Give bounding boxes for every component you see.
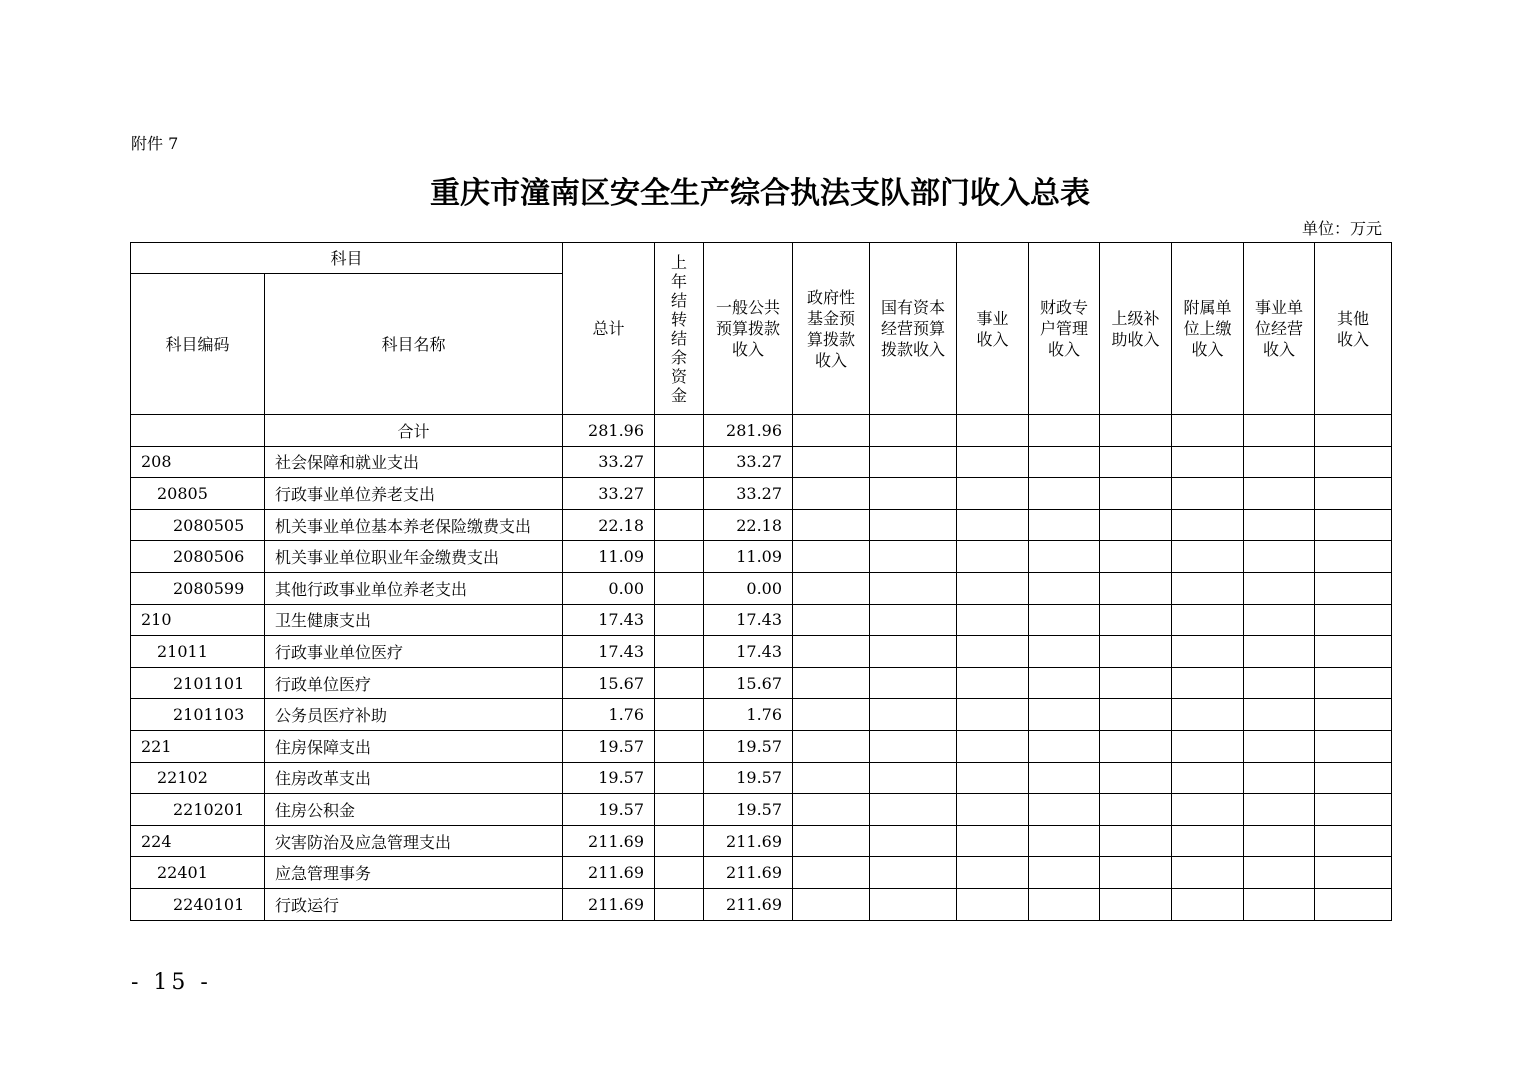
cell-general-budget: 19.57 xyxy=(704,730,793,762)
cell-carryover xyxy=(655,572,704,604)
cell-total: 0.00 xyxy=(563,572,655,604)
cell-fiscal-account xyxy=(1029,415,1100,447)
header-total: 总计 xyxy=(563,243,655,415)
cell-fiscal-account xyxy=(1029,667,1100,699)
table-row xyxy=(131,825,1392,857)
cell-affiliated-payment xyxy=(1172,541,1244,573)
cell-fiscal-account xyxy=(1029,604,1100,636)
cell-code: 2101103 xyxy=(131,699,265,731)
cell-gov-fund xyxy=(793,636,870,668)
cell-gov-fund xyxy=(793,730,870,762)
cell-business-income xyxy=(957,667,1029,699)
cell-other-income xyxy=(1315,446,1392,478)
cell-code: 2240101 xyxy=(131,888,265,920)
cell-gov-fund xyxy=(793,415,870,447)
cell-other-income xyxy=(1315,667,1392,699)
table-row xyxy=(131,857,1392,889)
cell-business-operation xyxy=(1244,699,1315,731)
cell-total: 211.69 xyxy=(563,888,655,920)
cell-fiscal-account xyxy=(1029,572,1100,604)
cell-fiscal-account xyxy=(1029,825,1100,857)
cell-general-budget: 17.43 xyxy=(704,636,793,668)
table-row xyxy=(131,478,1392,510)
cell-name: 行政事业单位医疗 xyxy=(265,636,563,668)
header-subject: 科目 xyxy=(131,243,563,274)
header-superior-subsidy: 上级补助收入 xyxy=(1100,243,1172,415)
cell-business-operation xyxy=(1244,667,1315,699)
cell-name: 卫生健康支出 xyxy=(265,604,563,636)
table-row xyxy=(131,667,1392,699)
table-row xyxy=(131,699,1392,731)
cell-fiscal-account xyxy=(1029,857,1100,889)
cell-carryover xyxy=(655,825,704,857)
header-general-budget: 一般公共预算拨款收入 xyxy=(704,243,793,415)
cell-other-income xyxy=(1315,415,1392,447)
cell-name: 社会保障和就业支出 xyxy=(265,446,563,478)
cell-fiscal-account xyxy=(1029,446,1100,478)
cell-gov-fund xyxy=(793,509,870,541)
header-business-income: 事业收入 xyxy=(957,243,1029,415)
cell-code: 2080599 xyxy=(131,572,265,604)
cell-fiscal-account xyxy=(1029,762,1100,794)
cell-code: 208 xyxy=(131,446,265,478)
cell-business-income xyxy=(957,478,1029,510)
cell-state-capital xyxy=(870,667,957,699)
cell-other-income xyxy=(1315,730,1392,762)
cell-other-income xyxy=(1315,604,1392,636)
cell-business-operation xyxy=(1244,762,1315,794)
cell-superior-subsidy xyxy=(1100,699,1172,731)
cell-gov-fund xyxy=(793,825,870,857)
cell-business-operation xyxy=(1244,446,1315,478)
cell-business-operation xyxy=(1244,478,1315,510)
cell-superior-subsidy xyxy=(1100,604,1172,636)
cell-general-budget: 11.09 xyxy=(704,541,793,573)
cell-superior-subsidy xyxy=(1100,541,1172,573)
cell-code: 22102 xyxy=(131,762,265,794)
cell-affiliated-payment xyxy=(1172,572,1244,604)
cell-state-capital xyxy=(870,825,957,857)
cell-affiliated-payment xyxy=(1172,415,1244,447)
unit-label: 单位：万元 xyxy=(1301,219,1382,238)
cell-name: 机关事业单位职业年金缴费支出 xyxy=(265,541,563,573)
cell-gov-fund xyxy=(793,888,870,920)
cell-business-operation xyxy=(1244,636,1315,668)
cell-affiliated-payment xyxy=(1172,888,1244,920)
cell-code: 221 xyxy=(131,730,265,762)
cell-business-operation xyxy=(1244,825,1315,857)
cell-business-operation xyxy=(1244,730,1315,762)
cell-gov-fund xyxy=(793,667,870,699)
page-title: 重庆市潼南区安全生产综合执法支队部门收入总表 xyxy=(430,176,1090,211)
cell-superior-subsidy xyxy=(1100,636,1172,668)
cell-affiliated-payment xyxy=(1172,446,1244,478)
cell-business-income xyxy=(957,604,1029,636)
cell-business-operation xyxy=(1244,857,1315,889)
cell-other-income xyxy=(1315,509,1392,541)
cell-other-income xyxy=(1315,825,1392,857)
cell-business-operation xyxy=(1244,604,1315,636)
cell-fiscal-account xyxy=(1029,730,1100,762)
table-row xyxy=(131,541,1392,573)
table-row xyxy=(131,446,1392,478)
cell-state-capital xyxy=(870,730,957,762)
header-gov-fund: 政府性基金预算拨款收入 xyxy=(793,243,870,415)
cell-affiliated-payment xyxy=(1172,730,1244,762)
cell-business-operation xyxy=(1244,509,1315,541)
cell-fiscal-account xyxy=(1029,509,1100,541)
cell-business-income xyxy=(957,762,1029,794)
cell-code: 21011 xyxy=(131,636,265,668)
cell-state-capital xyxy=(870,888,957,920)
cell-state-capital xyxy=(870,478,957,510)
cell-general-budget: 22.18 xyxy=(704,509,793,541)
cell-carryover xyxy=(655,446,704,478)
table-row xyxy=(131,509,1392,541)
cell-gov-fund xyxy=(793,572,870,604)
cell-gov-fund xyxy=(793,762,870,794)
cell-gov-fund xyxy=(793,478,870,510)
income-summary-table xyxy=(130,242,1392,921)
cell-affiliated-payment xyxy=(1172,604,1244,636)
cell-superior-subsidy xyxy=(1100,478,1172,510)
cell-affiliated-payment xyxy=(1172,509,1244,541)
cell-business-operation xyxy=(1244,541,1315,573)
cell-total: 15.67 xyxy=(563,667,655,699)
cell-code xyxy=(131,415,265,447)
cell-gov-fund xyxy=(793,857,870,889)
cell-general-budget: 33.27 xyxy=(704,478,793,510)
table-row xyxy=(131,572,1392,604)
cell-fiscal-account xyxy=(1029,699,1100,731)
cell-affiliated-payment xyxy=(1172,762,1244,794)
cell-total: 33.27 xyxy=(563,446,655,478)
cell-state-capital xyxy=(870,446,957,478)
cell-total: 11.09 xyxy=(563,541,655,573)
cell-name: 其他行政事业单位养老支出 xyxy=(265,572,563,604)
cell-general-budget: 19.57 xyxy=(704,762,793,794)
cell-carryover xyxy=(655,762,704,794)
cell-code: 22401 xyxy=(131,857,265,889)
cell-affiliated-payment xyxy=(1172,636,1244,668)
cell-general-budget: 211.69 xyxy=(704,857,793,889)
cell-other-income xyxy=(1315,572,1392,604)
cell-carryover xyxy=(655,794,704,826)
cell-name: 灾害防治及应急管理支出 xyxy=(265,825,563,857)
cell-affiliated-payment xyxy=(1172,478,1244,510)
cell-carryover xyxy=(655,699,704,731)
cell-general-budget: 211.69 xyxy=(704,888,793,920)
header-other-income: 其他收入 xyxy=(1315,243,1392,415)
table-row xyxy=(131,888,1392,920)
cell-affiliated-payment xyxy=(1172,825,1244,857)
cell-other-income xyxy=(1315,541,1392,573)
cell-code: 2080506 xyxy=(131,541,265,573)
table-row xyxy=(131,794,1392,826)
cell-superior-subsidy xyxy=(1100,667,1172,699)
cell-business-income xyxy=(957,857,1029,889)
cell-total: 19.57 xyxy=(563,762,655,794)
cell-state-capital xyxy=(870,699,957,731)
header-fiscal-account: 财政专户管理收入 xyxy=(1029,243,1100,415)
cell-total: 17.43 xyxy=(563,604,655,636)
cell-business-income xyxy=(957,572,1029,604)
cell-code: 210 xyxy=(131,604,265,636)
cell-carryover xyxy=(655,730,704,762)
cell-carryover xyxy=(655,478,704,510)
cell-business-operation xyxy=(1244,572,1315,604)
table-row xyxy=(131,415,1392,447)
cell-total: 22.18 xyxy=(563,509,655,541)
cell-general-budget: 211.69 xyxy=(704,825,793,857)
table-row xyxy=(131,730,1392,762)
cell-business-income xyxy=(957,825,1029,857)
cell-total: 33.27 xyxy=(563,478,655,510)
cell-fiscal-account xyxy=(1029,794,1100,826)
cell-other-income xyxy=(1315,794,1392,826)
cell-fiscal-account xyxy=(1029,888,1100,920)
cell-business-income xyxy=(957,446,1029,478)
header-name: 科目名称 xyxy=(265,274,563,415)
table-row xyxy=(131,604,1392,636)
cell-superior-subsidy xyxy=(1100,730,1172,762)
cell-state-capital xyxy=(870,415,957,447)
cell-gov-fund xyxy=(793,699,870,731)
cell-business-income xyxy=(957,541,1029,573)
cell-carryover xyxy=(655,888,704,920)
cell-gov-fund xyxy=(793,794,870,826)
cell-business-income xyxy=(957,888,1029,920)
cell-business-income xyxy=(957,636,1029,668)
cell-other-income xyxy=(1315,857,1392,889)
cell-affiliated-payment xyxy=(1172,667,1244,699)
page-number: - 15 - xyxy=(131,970,212,995)
cell-state-capital xyxy=(870,636,957,668)
cell-name: 住房保障支出 xyxy=(265,730,563,762)
cell-other-income xyxy=(1315,478,1392,510)
cell-state-capital xyxy=(870,541,957,573)
cell-affiliated-payment xyxy=(1172,794,1244,826)
table-row xyxy=(131,636,1392,668)
cell-total: 19.57 xyxy=(563,730,655,762)
cell-state-capital xyxy=(870,762,957,794)
cell-superior-subsidy xyxy=(1100,762,1172,794)
cell-gov-fund xyxy=(793,446,870,478)
cell-gov-fund xyxy=(793,604,870,636)
cell-name: 公务员医疗补助 xyxy=(265,699,563,731)
cell-carryover xyxy=(655,541,704,573)
cell-total: 211.69 xyxy=(563,857,655,889)
cell-business-income xyxy=(957,794,1029,826)
cell-business-operation xyxy=(1244,415,1315,447)
cell-name: 行政运行 xyxy=(265,888,563,920)
cell-total: 281.96 xyxy=(563,415,655,447)
cell-carryover xyxy=(655,509,704,541)
header-business-operation: 事业单位经营收入 xyxy=(1244,243,1315,415)
header-code: 科目编码 xyxy=(131,274,265,415)
cell-superior-subsidy xyxy=(1100,572,1172,604)
cell-name: 机关事业单位基本养老保险缴费支出 xyxy=(265,509,563,541)
cell-superior-subsidy xyxy=(1100,888,1172,920)
cell-fiscal-account xyxy=(1029,541,1100,573)
cell-code: 20805 xyxy=(131,478,265,510)
cell-state-capital xyxy=(870,509,957,541)
cell-superior-subsidy xyxy=(1100,857,1172,889)
cell-name: 住房公积金 xyxy=(265,794,563,826)
cell-total: 19.57 xyxy=(563,794,655,826)
header-affiliated-payment: 附属单位上缴收入 xyxy=(1172,243,1244,415)
cell-general-budget: 33.27 xyxy=(704,446,793,478)
cell-state-capital xyxy=(870,572,957,604)
cell-general-budget: 1.76 xyxy=(704,699,793,731)
cell-business-income xyxy=(957,415,1029,447)
cell-state-capital xyxy=(870,857,957,889)
cell-other-income xyxy=(1315,762,1392,794)
cell-other-income xyxy=(1315,636,1392,668)
cell-name: 应急管理事务 xyxy=(265,857,563,889)
cell-name: 行政单位医疗 xyxy=(265,667,563,699)
cell-superior-subsidy xyxy=(1100,509,1172,541)
cell-carryover xyxy=(655,604,704,636)
cell-general-budget: 15.67 xyxy=(704,667,793,699)
cell-general-budget: 281.96 xyxy=(704,415,793,447)
cell-name: 合计 xyxy=(265,415,563,447)
attachment-label: 附件 7 xyxy=(131,134,179,153)
cell-general-budget: 17.43 xyxy=(704,604,793,636)
cell-business-operation xyxy=(1244,794,1315,826)
cell-total: 1.76 xyxy=(563,699,655,731)
cell-carryover xyxy=(655,636,704,668)
cell-code: 2210201 xyxy=(131,794,265,826)
cell-total: 17.43 xyxy=(563,636,655,668)
cell-carryover xyxy=(655,857,704,889)
cell-superior-subsidy xyxy=(1100,825,1172,857)
table-row xyxy=(131,762,1392,794)
cell-carryover xyxy=(655,667,704,699)
cell-name: 住房改革支出 xyxy=(265,762,563,794)
cell-fiscal-account xyxy=(1029,478,1100,510)
cell-state-capital xyxy=(870,794,957,826)
header-state-capital: 国有资本经营预算拨款收入 xyxy=(870,243,957,415)
cell-state-capital xyxy=(870,604,957,636)
cell-affiliated-payment xyxy=(1172,699,1244,731)
cell-affiliated-payment xyxy=(1172,857,1244,889)
cell-business-income xyxy=(957,509,1029,541)
cell-business-operation xyxy=(1244,888,1315,920)
cell-business-income xyxy=(957,699,1029,731)
cell-other-income xyxy=(1315,888,1392,920)
cell-business-income xyxy=(957,730,1029,762)
cell-gov-fund xyxy=(793,541,870,573)
cell-general-budget: 0.00 xyxy=(704,572,793,604)
cell-superior-subsidy xyxy=(1100,415,1172,447)
cell-code: 2101101 xyxy=(131,667,265,699)
cell-total: 211.69 xyxy=(563,825,655,857)
cell-code: 2080505 xyxy=(131,509,265,541)
cell-general-budget: 19.57 xyxy=(704,794,793,826)
cell-name: 行政事业单位养老支出 xyxy=(265,478,563,510)
cell-code: 224 xyxy=(131,825,265,857)
header-carryover: 上年结转结余资金 xyxy=(655,243,704,415)
cell-superior-subsidy xyxy=(1100,794,1172,826)
cell-fiscal-account xyxy=(1029,636,1100,668)
cell-other-income xyxy=(1315,699,1392,731)
cell-superior-subsidy xyxy=(1100,446,1172,478)
cell-carryover xyxy=(655,415,704,447)
